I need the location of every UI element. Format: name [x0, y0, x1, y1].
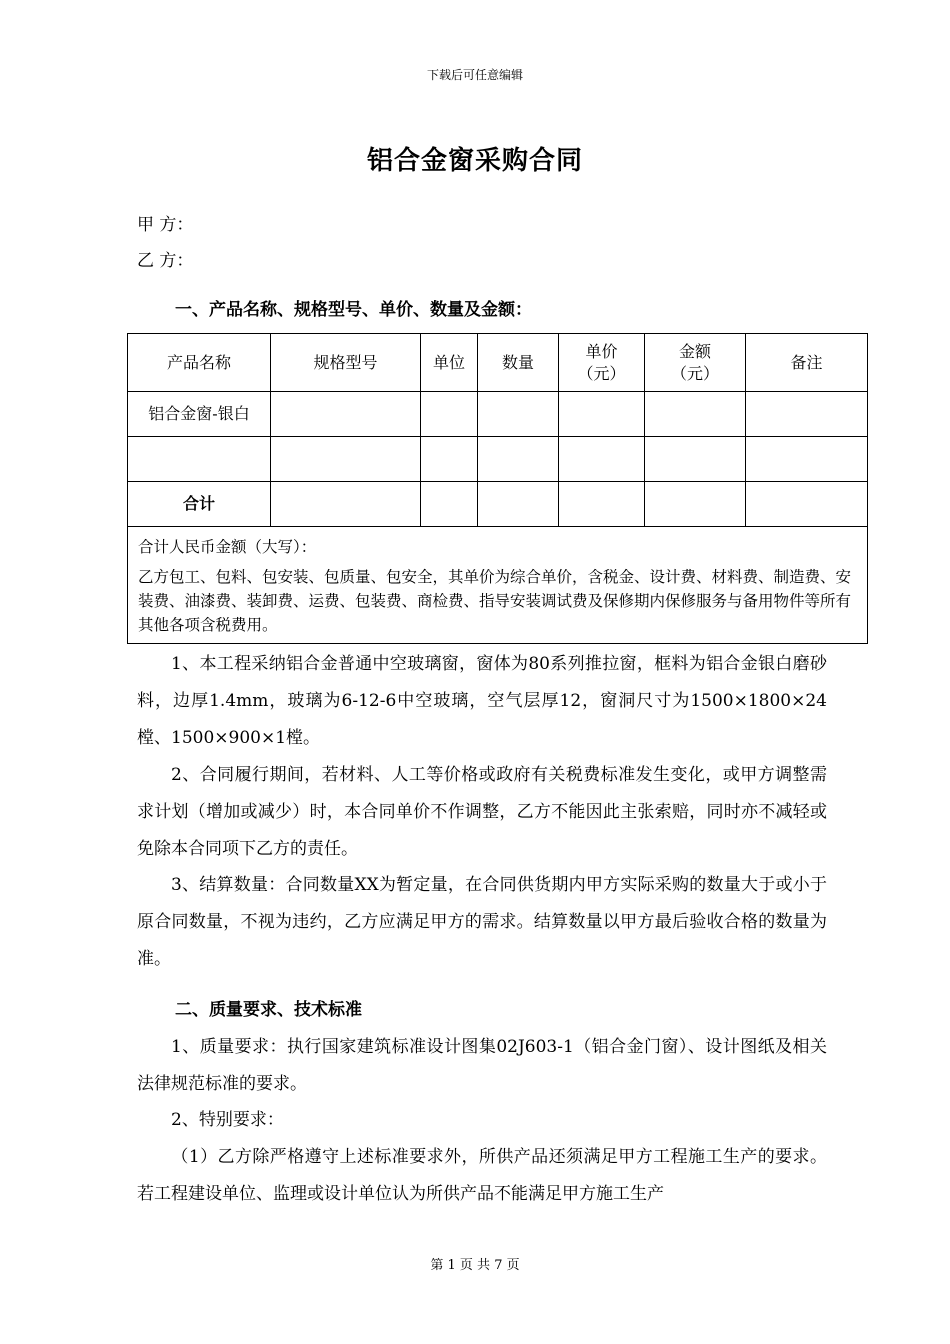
clause-3-text: 3、结算数量：合同数量XX为暂定量，在合同供货期内甲方实际采购的数量大于或小于原合同数量，不视为违约，乙方应满足甲方的需求。结算数量以甲方最后验收合格的数量为准。 — [137, 875, 827, 969]
table-cell — [478, 482, 559, 527]
header-cell: 单位 — [421, 334, 478, 392]
table-total-row — [128, 482, 868, 527]
section-1-heading: 一、产品名称、规格型号、单价、数量及金额： — [175, 300, 532, 320]
table-cell — [421, 392, 478, 437]
header-cell: 规格型号 — [271, 334, 421, 392]
table-cell — [478, 437, 559, 482]
clause-3 — [137, 867, 827, 978]
table-cell: 铝合金窗-银白 — [128, 392, 271, 437]
table-cell — [645, 392, 746, 437]
clause-2-text: 2、合同履行期间，若材料、人工等价格或政府有关税费标准发生变化，或甲方调整需求计划（增加或减少）时，本合同单价不作调整，乙方不能因此主张索赔，同时亦不减轻或免除本合同项下乙方的责任。 — [137, 765, 827, 859]
table-cell — [559, 482, 645, 527]
table-cell — [271, 437, 421, 482]
table-cell — [128, 437, 271, 482]
quality-clause-3 — [137, 1139, 827, 1213]
quality-clause-2-text: 2、特别要求： — [171, 1110, 284, 1130]
table-row — [128, 392, 868, 437]
table-cell — [478, 392, 559, 437]
rmb-total-label: 合计人民币金额（大写）： — [138, 538, 317, 556]
rmb-total-line — [138, 535, 857, 559]
page-header: 下载后可任意编辑 — [426, 68, 523, 82]
total-label: 合计 — [128, 482, 271, 527]
document-title: 铝合金窗采购合同 — [366, 146, 583, 176]
table-cell — [746, 482, 868, 527]
table-note-cell — [128, 527, 868, 644]
quality-clause-1-text: 1、质量要求：执行国家建筑标准设计图集02J603-1（铝合金门窗）、设计图纸及相关法律规范标准的要求。 — [137, 1037, 827, 1094]
page-footer: 第 1 页 共 7 页 — [430, 1258, 520, 1273]
header-cell: 单价 （元） — [559, 334, 645, 392]
header-cell: 数量 — [478, 334, 559, 392]
section-2-heading: 二、质量要求、技术标准 — [175, 1000, 362, 1020]
header-cell: 备注 — [746, 334, 868, 392]
party-b-label: 乙 方： — [137, 251, 194, 271]
table-header-row — [128, 334, 868, 392]
header-cell: 金额 （元） — [645, 334, 746, 392]
table-row — [128, 437, 868, 482]
product-table — [127, 333, 868, 644]
table-cell — [559, 437, 645, 482]
clause-2 — [137, 757, 827, 868]
table-cell — [421, 437, 478, 482]
table-cell — [645, 437, 746, 482]
table-cell — [645, 482, 746, 527]
table-cell — [746, 437, 868, 482]
header-cell: 产品名称 — [128, 334, 271, 392]
quality-clause-2 — [137, 1102, 827, 1139]
quality-clause-3-text: （1）乙方除严格遵守上述标准要求外，所供产品还须满足甲方工程施工生产的要求。若工程建设单位、监理或设计单位认为所供产品不能满足甲方施工生产 — [137, 1147, 827, 1204]
quality-clause-1 — [137, 1029, 827, 1103]
clause-1-text: 1、本工程采纳铝合金普通中空玻璃窗，窗体为80系列推拉窗，框料为铝合金银白磨砂料，边厚1.4mm，玻璃为6-12-6中空玻璃，空气层厚12，窗洞尺寸为1500×1800×24樘、1500×900×1樘。 — [137, 654, 827, 748]
table-cell — [271, 482, 421, 527]
table-cell — [559, 392, 645, 437]
party-a-label: 甲 方： — [137, 215, 194, 235]
table-cell — [421, 482, 478, 527]
table-cell — [746, 392, 868, 437]
price-note: 乙方包工、包料、包安装、包质量、包安全，其单价为综合单价，含税金、设计费、材料费、制造费、安装费、油漆费、装卸费、运费、包装费、商检费、指导安装调试费及保修期内保修服务与备用物件等所有其他各项含税费用。 — [138, 568, 852, 634]
clause-1 — [137, 646, 827, 757]
table-note-row — [128, 527, 868, 644]
table-cell — [271, 392, 421, 437]
